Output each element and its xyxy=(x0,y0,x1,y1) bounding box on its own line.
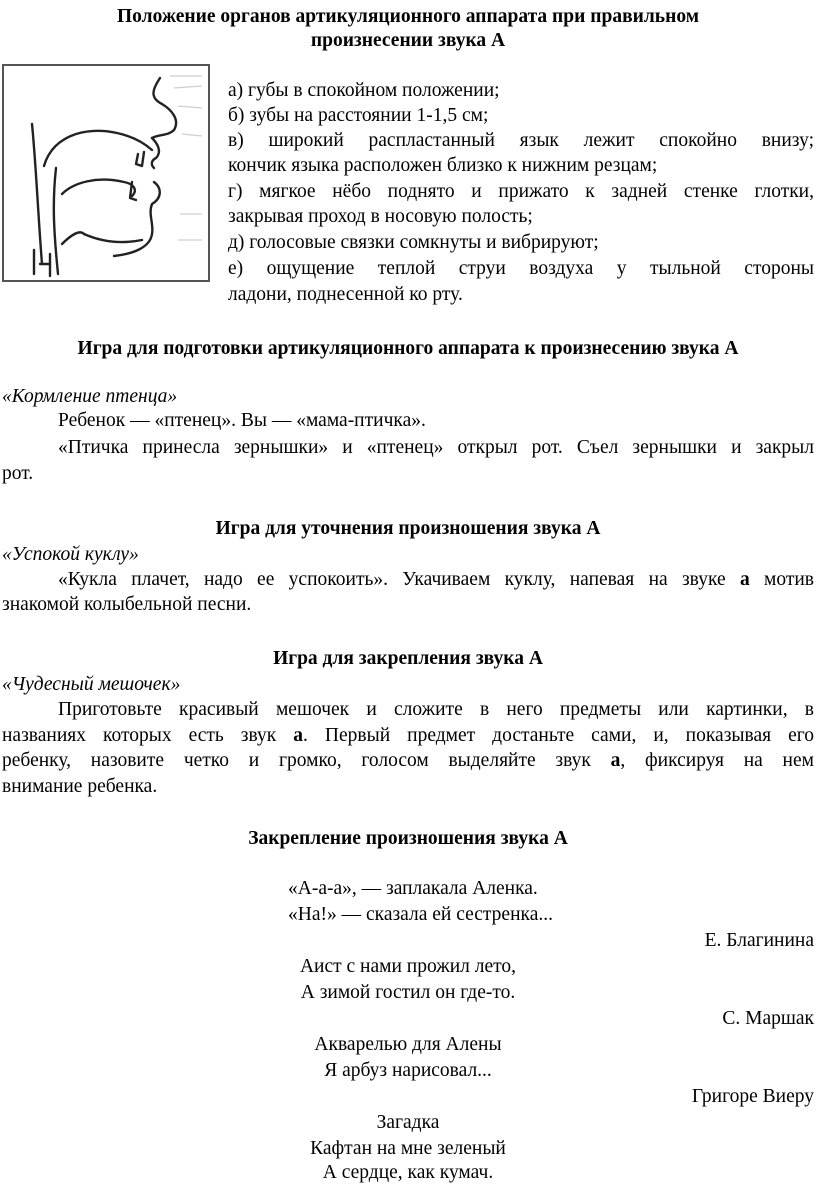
articulation-item-f-line-1: е) ощущение теплой струи воздуха у тыльной стороны xyxy=(228,258,814,279)
game2-text-pre: «Кукла плачет, надо ее успокоить». Укачиваем куклу, напевая на звуке xyxy=(58,569,740,590)
articulation-diagram-svg xyxy=(2,64,210,282)
poem1-author: Е. Благинина xyxy=(704,930,814,951)
articulation-item-d-line-2: закрывая проход в носовую полость; xyxy=(228,206,533,227)
articulation-item-d-line-1: г) мягкое нёбо поднято и прижато к задней стенке глотки, xyxy=(228,181,814,202)
poem3-author: Григоре Виеру xyxy=(691,1086,814,1107)
game3-line2-post: . Первый предмет достаньте сами, и, показывая его xyxy=(303,725,814,746)
game1-paragraph-1: Ребенок — «птенец». Вы — «мама-птичка». xyxy=(58,410,426,431)
game3-heading: Игра для закрепления звука А xyxy=(273,648,543,669)
game2-sound-a: а xyxy=(739,569,750,590)
game3-name: «Чудесный мешочек» xyxy=(2,674,181,695)
game1-heading: Игра для подготовки артикуляционного аппарата к произнесению звука А xyxy=(77,338,739,359)
game3-line3-sound-a: а xyxy=(610,750,621,771)
poem1-line-1: «А-а-а», — заплакала Аленка. xyxy=(288,878,538,899)
poem2-line-1: Аист с нами прожил лето, xyxy=(299,956,517,977)
game1-paragraph-2-line-1: «Птичка принесла зернышки» и «птенец» открыл рот. Съел зернышки и закрыл xyxy=(58,437,814,458)
game1-name: «Кормление птенца» xyxy=(2,386,178,407)
articulation-item-e: д) голосовые связки сомкнуты и вибрируют; xyxy=(228,232,599,253)
game2-name: «Успокой куклу» xyxy=(2,544,139,565)
poem1-line-2: «На!» — сказала ей сестренка... xyxy=(288,904,553,925)
game2-heading: Игра для уточнения произношения звука А xyxy=(215,518,601,539)
poem3-line-2: Я арбуз нарисовал... xyxy=(324,1060,492,1081)
articulation-item-c-line-2: кончик языка расположен близко к нижним резцам; xyxy=(228,155,658,176)
articulation-item-f-line-2: ладони, поднесенной ко рту. xyxy=(228,284,463,305)
game3-line3-pre: ребенку, назовите четко и громко, голосом выделяйте звук xyxy=(2,750,611,771)
game3-paragraph-line-1: Приготовьте красивый мешочек и сложите в него предметы или картинки, в xyxy=(58,699,814,720)
poem2-line-2: А зимой гостил он где-то. xyxy=(300,982,516,1003)
game2-paragraph-line-1 xyxy=(58,569,814,591)
game2-paragraph-line-2: знакомой колыбельной песни. xyxy=(2,594,252,615)
game3-paragraph-line-3 xyxy=(2,750,814,772)
game1-paragraph-2-line-2: рот. xyxy=(2,463,34,484)
game3-paragraph-line-2 xyxy=(2,725,814,747)
articulation-item-a: а) губы в спокойном положении; xyxy=(228,80,500,101)
page-title-line-1: Положение органов артикуляционного аппарата при правильном xyxy=(117,6,699,27)
game3-line2-sound-a: а xyxy=(293,725,304,746)
game3-line2-pre: названиях которых есть звук xyxy=(2,725,294,746)
page-title-line-2: произнесении звука А xyxy=(310,30,506,51)
poem3-line-1: Акварелью для Алены xyxy=(314,1034,502,1055)
poems-heading: Закрепление произношения звука А xyxy=(248,828,568,849)
articulation-diagram xyxy=(2,64,210,282)
game3-paragraph-line-4: внимание ребенка. xyxy=(2,776,158,797)
articulation-item-c-line-1: в) широкий распластанный язык лежит спокойно внизу; xyxy=(228,130,814,151)
game3-line3-post: , фиксируя на нем xyxy=(620,750,814,771)
riddle-line-1: Кафтан на мне зеленый xyxy=(310,1138,506,1159)
riddle-title: Загадка xyxy=(376,1112,440,1133)
articulation-item-b: б) зубы на расстоянии 1-1,5 см; xyxy=(228,105,489,126)
game2-text-post: мотив xyxy=(749,569,815,590)
poem2-author: С. Маршак xyxy=(722,1008,814,1029)
riddle-line-2: А сердце, как кумач. xyxy=(322,1162,494,1183)
